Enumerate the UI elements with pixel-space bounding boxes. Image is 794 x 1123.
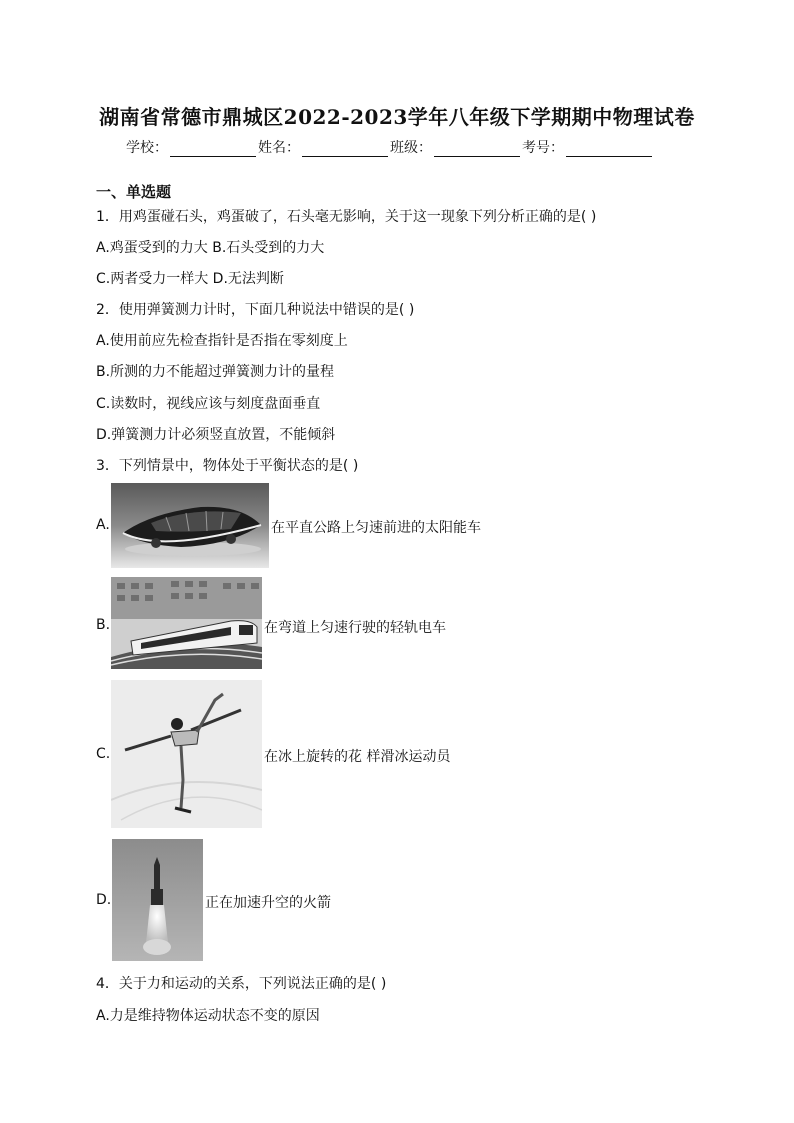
solar-car-image	[111, 483, 269, 568]
q3-option-d-text: 正在加速升空的火箭	[205, 895, 331, 911]
q3-option-b-text: 在弯道上匀速行驶的轻轨电车	[264, 620, 446, 636]
figure-skater-image	[111, 680, 262, 828]
rocket-launch-image	[112, 839, 203, 961]
q3-option-d-label: D.	[96, 892, 112, 908]
q1-options-row2: C.两者受力一样大 D.无法判断	[96, 271, 284, 287]
q3-option-b-label: B.	[96, 617, 111, 633]
section-heading: 一、单选题	[96, 183, 172, 201]
student-info-line	[126, 137, 654, 157]
q2-option-d: D.弹簧测力计必须竖直放置，不能倾斜	[96, 427, 336, 443]
q1-options-row1: A.鸡蛋受到的力大 B.石头受到的力大	[96, 240, 325, 256]
q4-stem: 4．关于力和运动的关系，下列说法正确的是( )	[96, 976, 387, 992]
q4-option-a: A.力是维持物体运动状态不变的原因	[96, 1008, 320, 1024]
q3-stem: 3．下列情景中，物体处于平衡状态的是( )	[96, 458, 359, 474]
q2-option-b: B.所测的力不能超过弹簧测力计的量程	[96, 364, 335, 380]
name-label: 姓名：	[258, 140, 300, 156]
school-label: 学校：	[126, 140, 168, 156]
q3-option-c-label: C.	[96, 746, 111, 762]
q2-option-a: A.使用前应先检查指针是否指在零刻度上	[96, 333, 348, 349]
q3-option-c-text: 在冰上旋转的花 样滑冰运动员	[264, 749, 451, 765]
school-blank[interactable]	[170, 142, 256, 157]
q2-option-c: C.读数时，视线应该与刻度盘面垂直	[96, 396, 321, 412]
name-blank[interactable]	[302, 142, 388, 157]
number-label: 考号：	[522, 140, 564, 156]
class-label: 班级：	[390, 140, 432, 156]
exam-title: 湖南省常德市鼎城区2022-2023学年八年级下学期期中物理试卷	[99, 105, 695, 129]
class-blank[interactable]	[434, 142, 520, 157]
q3-option-a-text: 在平直公路上匀速前进的太阳能车	[271, 520, 481, 536]
q1-stem: 1．用鸡蛋碰石头，鸡蛋破了，石头毫无影响，关于这一现象下列分析正确的是( )	[96, 209, 597, 225]
number-blank[interactable]	[566, 142, 652, 157]
q2-stem: 2．使用弹簧测力计时，下面几种说法中错误的是( )	[96, 302, 415, 318]
light-rail-tram-image	[111, 577, 262, 669]
q3-option-a-label: A.	[96, 517, 110, 533]
